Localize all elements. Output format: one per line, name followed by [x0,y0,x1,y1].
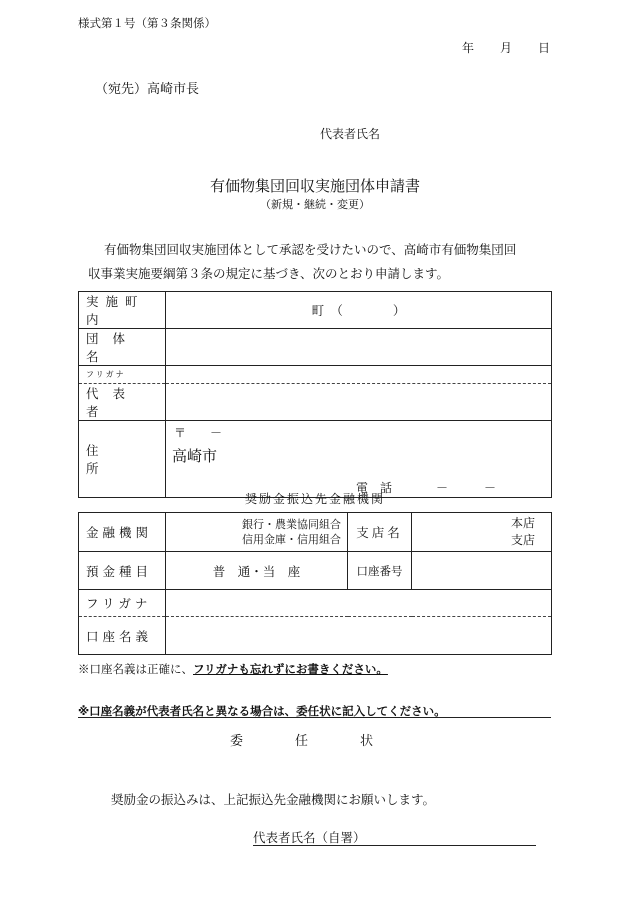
form-number: 様式第１号（第３条関係） [78,16,216,30]
account-no-label: 口座番号 [356,563,403,578]
account-no-input[interactable] [412,552,552,590]
holder-label: 口座名義 [86,628,153,644]
account-type-label-cell [79,552,166,590]
proxy-body: 奨励金の振込みは、上記振込先金融機関にお願いします。 [111,792,436,807]
holder-label-cell [79,617,166,655]
rep-furigana-label: フリガナ [86,370,126,379]
institution-label: 金融機関 [86,525,153,540]
date-day-label: 日 [538,41,551,55]
date-year-label: 年 [462,41,475,55]
date-month-label: 月 [500,41,513,55]
holder-furigana-label-cell [79,590,166,617]
holder-furigana-input[interactable] [166,590,552,617]
branch-option-main: 本店 [510,516,535,530]
bank-table [78,512,552,655]
address-label-cell [79,421,166,498]
branch-label: 支店名 [356,525,403,540]
group-label-cell [79,329,166,366]
rep-label: 代表者 [86,386,140,419]
note-holder-accuracy [78,661,388,677]
intro-line-2: 収事業実施要綱第３条の規定に基づき、次のとおり申請します。 [88,266,450,281]
area-label-cell [79,292,166,329]
representative-name-label: 代表者氏名 [320,127,381,141]
address-label: 住所 [86,443,137,476]
postal-mark: 〒 － [174,426,223,440]
city-name: 高崎市 [172,447,218,465]
institution-input[interactable] [166,513,348,552]
note-proxy-instruction: ※口座名義が代表者氏名と異なる場合は、委任状に記入してください。 [78,704,446,718]
holder-furigana-label: フリガナ [86,596,152,611]
address-input[interactable] [166,421,552,498]
note-holder-emphasis: フリガナも忘れずにお書きください。 [193,662,388,676]
bank-section-title: 奨励金振込先金融機関 [244,492,385,506]
page-title: 有価物集団回収実施団体申請書 [209,177,420,195]
area-value: 町 （ ） [311,303,406,318]
phone-value: － － [436,481,497,495]
branch-input[interactable] [412,513,552,552]
signature-label: 代表者氏名（自署） [253,830,366,845]
area-input[interactable] [166,292,552,329]
institution-option-bank: 銀行・農業協同組合 [242,518,341,531]
rep-furigana-input[interactable] [166,366,552,384]
account-no-label-cell [348,552,412,590]
account-type-label: 預金種目 [86,563,153,579]
rep-name-input[interactable] [166,384,552,421]
rep-label-cell [79,384,166,421]
group-name-label: 団体名 [86,331,140,364]
page-subtitle: （新規・継続・変更） [260,198,370,211]
intro-line-1: 有価物集団回収実施団体として承認を受けたいので、高崎市有価物集団回 [104,242,517,257]
proxy-title: 委 任 状 [230,734,374,749]
group-name-input[interactable] [166,329,552,366]
applicant-table [78,291,552,498]
institution-option-credit: 信用金庫・信用組合 [242,533,341,546]
branch-label-cell [348,513,412,552]
area-label: 実施町内 [86,294,145,327]
proxy-divider [78,717,551,718]
signature-line[interactable] [253,845,536,846]
rep-furigana-label-cell [79,366,166,384]
branch-option-sub: 支店 [510,533,535,547]
holder-name-input[interactable] [166,617,552,655]
account-type-input[interactable] [166,552,348,590]
note-holder-prefix: ※口座名義は正確に、 [78,662,193,676]
account-type-value: 普 通・当 座 [212,563,301,579]
addressee: （宛先）高崎市長 [95,82,200,97]
institution-label-cell [79,513,166,552]
phone-label: 電 話 [356,481,393,495]
